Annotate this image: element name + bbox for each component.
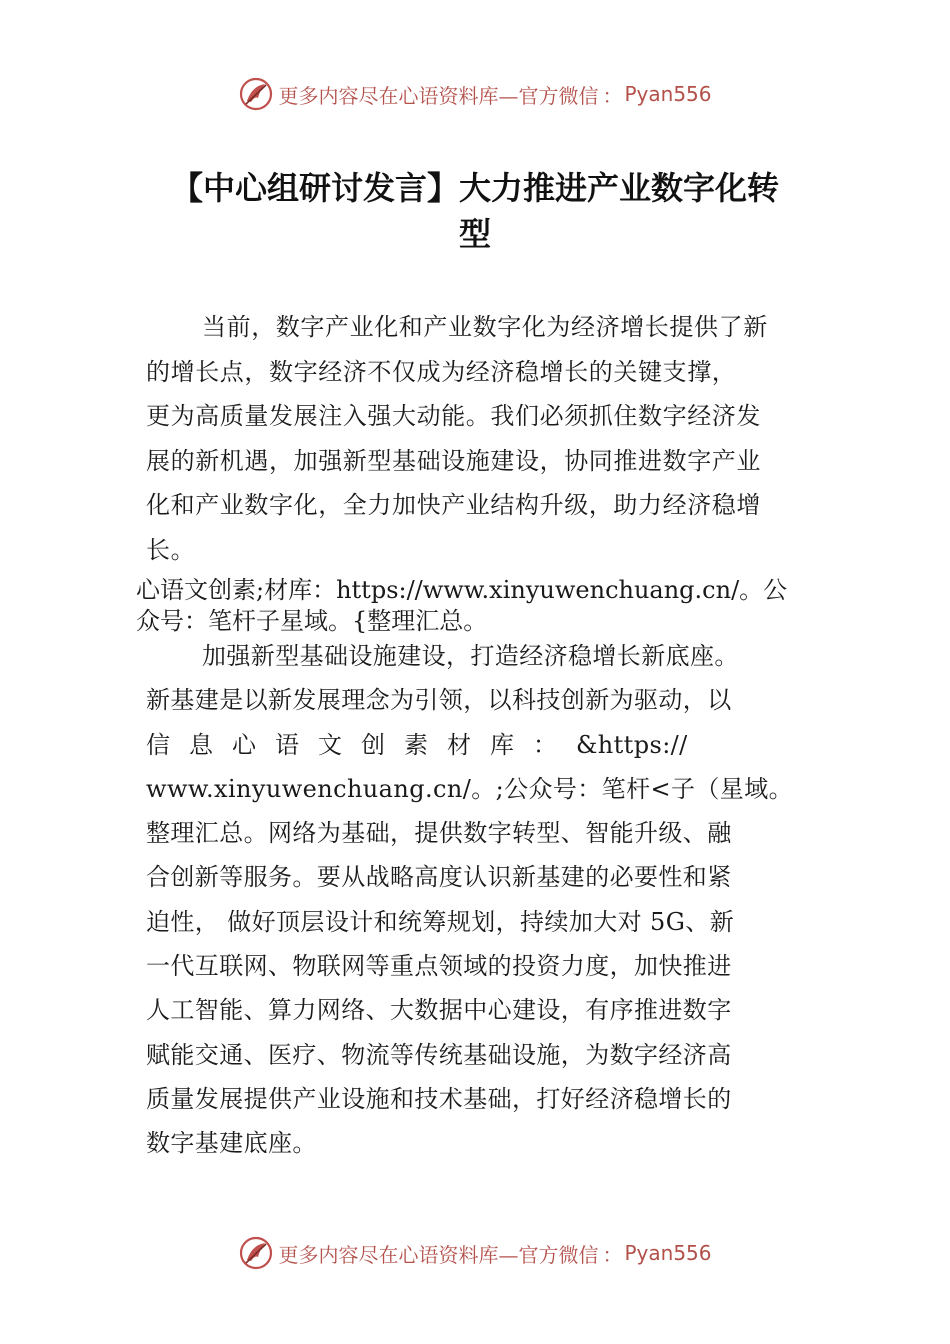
banner-colon: ： (602, 83, 623, 108)
source-note (136, 575, 826, 637)
text-line: 展的新机遇，加强新型基础设施建设，协同推进数字产业 (146, 446, 761, 475)
text-line: 一代互联网、物联网等重点领域的投资力度，加快推进 (146, 952, 732, 981)
text-line: 数字基建底座。 (146, 1129, 317, 1158)
text-line: 合创新等服务。要从战略高度认识新基建的必要性和紧 (146, 863, 732, 892)
text-line-justified (146, 723, 826, 767)
header-banner (0, 74, 950, 114)
footer-banner (0, 1233, 950, 1273)
text-line: 人工智能、算力网络、大数据中心建设，有序推进数字 (146, 996, 732, 1025)
text-line: 质量发展提供产业设施和技术基础，打好经济稳增长的 (146, 1084, 732, 1113)
text-line: 赋能交通、医疗、物流等传统基础设施，为数字经济高 (146, 1040, 732, 1069)
text-line: 心语文创素;材库：https://www.xinyuwenchuang.cn/。公 (136, 576, 788, 604)
title-line-1: 【中心组研讨发言】大力推进产业数字化转 (170, 169, 779, 207)
banner-text: 更多内容尽在心语资料库—官方微信 (278, 1242, 599, 1267)
text-line: 更为高质量发展注入强大动能。我们必须抓住数字经济发 (146, 402, 761, 430)
wechat-id: Pyan556 (624, 82, 712, 106)
text-segment: 信息心语文创素材库： (146, 730, 576, 759)
banner-colon: ： (602, 1242, 623, 1267)
wechat-id: Pyan556 (624, 1241, 712, 1265)
intro-paragraph (146, 305, 836, 572)
main-paragraph (146, 634, 826, 1166)
text-line: 长。 (146, 535, 196, 564)
brand-logo-icon (238, 1235, 274, 1271)
text-line: 的增长点，数字经济不仅成为经济稳增长的关键支撑， (146, 357, 737, 386)
text-line: 加强新型基础设施建设，打造经济稳增长新底座。 (202, 642, 739, 670)
text-line: 迫性， 做好顶层设计和统筹规划，持续加大对 5G、新 (146, 907, 735, 936)
brand-logo-icon (238, 76, 274, 112)
text-line: 整理汇总。网络为基础，提供数字转型、智能升级、融 (146, 819, 732, 848)
text-line: 化和产业数字化，全力加快产业结构升级，助力经济稳增 (146, 491, 761, 519)
text-segment: &https:// (576, 730, 688, 759)
text-line: 众号：笔杆子星域。{整理汇总。 (136, 607, 488, 635)
text-line: www.xinyuwenchuang.cn/。;公众号：笔杆<子（星域。 (146, 774, 793, 803)
page-title (120, 165, 830, 257)
text-line: 新基建是以新发展理念为引领，以科技创新为驱动，以 (146, 686, 732, 715)
title-line-2: 型 (458, 215, 491, 253)
banner-text: 更多内容尽在心语资料库—官方微信 (278, 83, 599, 108)
text-line: 当前，数字产业化和产业数字化为经济增长提供了新 (202, 313, 768, 341)
